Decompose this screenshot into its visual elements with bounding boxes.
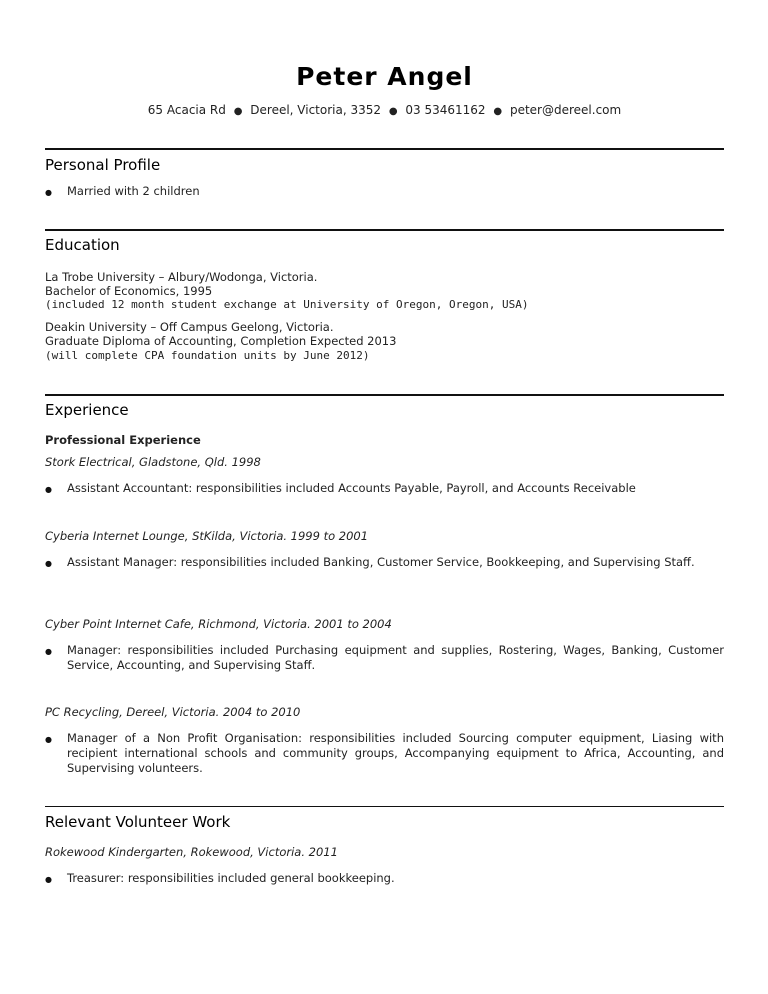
bullet-icon: ●: [45, 875, 52, 884]
candidate-name: Peter Angel: [296, 62, 473, 91]
education-degree: Graduate Diploma of Accounting, Completion Expected 2013: [45, 334, 397, 348]
education-institution: La Trobe University – Albury/Wodonga, Victoria.: [45, 270, 318, 284]
contact-line: [45, 103, 724, 117]
section-divider: [45, 394, 724, 396]
section-title-education: Education: [45, 236, 120, 254]
section-divider: [45, 229, 724, 231]
education-note: (included 12 month student exchange at University of Oregon, Oregon, USA): [45, 298, 529, 311]
address: 65 Acacia Rd: [147, 103, 226, 117]
section-title-experience: Experience: [45, 401, 129, 419]
volunteer-employer: Rokewood Kindergarten, Rokewood, Victoria. 2011: [45, 845, 338, 859]
section-title-volunteer: Relevant Volunteer Work: [45, 813, 231, 831]
separator-dot: ●: [388, 106, 398, 117]
education-note: (will complete CPA foundation units by June 2012): [45, 349, 370, 362]
job-duty: Assistant Manager: responsibilities included Banking, Customer Service, Bookkeeping, and Supervising Staff.: [67, 555, 695, 569]
bullet-icon: ●: [45, 647, 52, 656]
bullet-icon: ●: [45, 485, 52, 494]
phone: 03 53461162: [405, 103, 486, 117]
education-degree: Bachelor of Economics, 1995: [45, 284, 213, 298]
profile-item: Married with 2 children: [67, 184, 200, 198]
job-employer: Cyberia Internet Lounge, StKilda, Victoria. 1999 to 2001: [45, 529, 369, 543]
section-divider: [45, 148, 724, 150]
volunteer-duty: Treasurer: responsibilities included general bookkeeping.: [67, 871, 395, 885]
separator-dot: ●: [493, 106, 503, 117]
job-employer: Stork Electrical, Gladstone, Qld. 1998: [45, 455, 261, 469]
education-institution: Deakin University – Off Campus Geelong, Victoria.: [45, 320, 334, 334]
location: Dereel, Victoria, 3352: [250, 103, 382, 117]
job-employer: Cyber Point Internet Cafe, Richmond, Victoria. 2001 to 2004: [45, 617, 392, 631]
experience-subtitle: Professional Experience: [45, 433, 201, 447]
job-duty: Manager: responsibilities included Purchasing equipment and supplies, Rostering, Wages, Banking, Customer Service, Accounting, and Supervising Staff.: [67, 643, 724, 672]
bullet-icon: ●: [45, 559, 52, 568]
job-duty: Assistant Accountant: responsibilities included Accounts Payable, Payroll, and Accounts Receivable: [67, 481, 636, 495]
section-divider: [45, 806, 724, 807]
job-employer: PC Recycling, Dereel, Victoria. 2004 to 2010: [45, 705, 301, 719]
section-title-profile: Personal Profile: [45, 156, 161, 174]
email: peter@dereel.com: [509, 103, 622, 117]
separator-dot: ●: [233, 106, 243, 117]
bullet-icon: ●: [45, 188, 52, 197]
job-duty: Manager of a Non Profit Organisation: responsibilities included Sourcing computer equipment, Liasing with recipient international schools and community groups, Accompanying equipment to Africa, Accounting, and Supervising volunteers.: [67, 731, 724, 775]
bullet-icon: ●: [45, 735, 52, 744]
